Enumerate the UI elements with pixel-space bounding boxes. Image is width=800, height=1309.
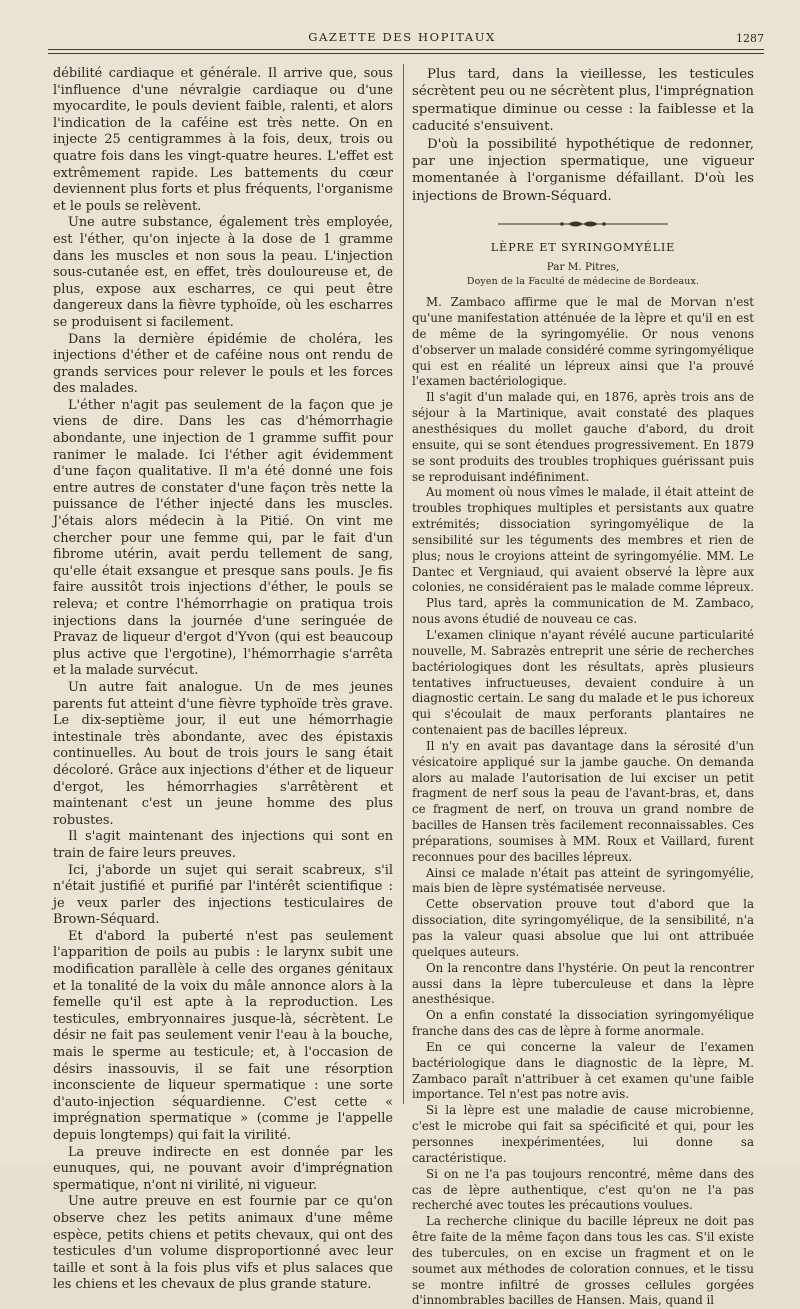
section-divider-ornament	[498, 219, 668, 229]
paragraph: Plus tard, après la communication de M. Zambaco, nous avons étudié de nouveau ce cas.	[412, 596, 754, 627]
page-number: 1287	[736, 32, 764, 45]
paragraph: Un autre fait analogue. Un de mes jeunes parents fut atteint d'une fièvre typhoïde très grave. Le dix-septième jour, il eut une hémorrhagie intestinale très abondante, avec des épistaxis continuelles. Au bout de trois jours le sang était décoloré. Grâce aux injections d'éther et de liqueur d'ergot, les hémorrhagies s'arrêtèrent et maintenant c'est un jeune homme des plus robustes.	[53, 679, 393, 828]
paragraph: Si la lèpre est une maladie de cause microbienne, c'est le microbe qui fait sa spécificité et qui, pour les personnes inexpérimentées, lui donne sa caractéristique.	[412, 1103, 754, 1165]
paragraph: Dans la dernière épidémie de choléra, les injections d'éther et de caféine nous ont rendu de grands services pour relever le pouls et les forces des malades.	[53, 331, 393, 397]
paragraph: Ici, j'aborde un sujet qui serait scabreux, s'il n'était justifié et purifié par l'intérêt scientifique : je veux parler des injections testiculaires de Brown-Séquard.	[53, 862, 393, 928]
paragraph: L'examen clinique n'ayant révélé aucune particularité nouvelle, M. Sabrazès entreprit une série de recherches bactériologiques dont les résultats, après plusieurs tentatives infructueuses, devaient conduire à un diagnostic certain. Le sang du malade et le pus ichoreux qui s'écoulait de maux perforants plantaires ne contenaient pas de bacilles lépreux.	[412, 627, 754, 738]
paragraph: On la rencontre dans l'hystérie. On peut la rencontrer aussi dans la lèpre tuberculeuse et dans la lèpre anesthésique.	[412, 960, 754, 1007]
header-rule-bottom	[48, 53, 764, 54]
paragraph: On a enfin constaté la dissociation syringomyélique franche dans des cas de lèpre à forme anormale.	[412, 1008, 754, 1039]
left-column	[53, 66, 393, 1294]
article-title: LÈPRE ET SYRINGOMYÉLIE	[490, 241, 676, 255]
paragraph: M. Zambaco affirme que le mal de Morvan n'est qu'une manifestation atténuée de la lèpre et qu'il en est de même de la syringomyélie. Or nous venons d'observer un malade considéré comme syringomyélique qui est en réalité un lépreux ainsi que l'a prouvé l'examen bactériologique.	[412, 295, 754, 389]
paragraph: Une autre preuve en est fournie par ce qu'on observe chez les petits animaux d'une même espèce, petits chiens et petits chevaux, qui ont des testicules d'un volume disproportionné avec leur taille et sont à la fois plus vifs et plus salaces que les chiens et les chevaux de plus grande stature.	[53, 1194, 393, 1293]
paragraph: Et d'abord la puberté n'est pas seulement l'apparition de poils au pubis : le larynx subit une modification parallèle à celle des organes génitaux et la tonalité de la voix du mâle annonce alors à la femelle qu'il est apte à la reproduction. Les testicules, embryonnaires jusque-là, sécrètent. Le désir ne fait pas seulement venir l'eau à la bouche, mais le sperme au testicule; et, à l'occasion de désirs inassouvis, il se fait une résorption inconsciente de liqueur spermatique : une sorte d'auto-injection séquardienne. C'est cette « imprégnation spermatique » (comme je l'appelle depuis longtemps) qui fait la virilité.	[53, 928, 393, 1143]
paragraph: Ainsi ce malade n'était pas atteint de syringomyélie, mais bien de lèpre systématisée nerveuse.	[412, 865, 754, 896]
paragraph: En ce qui concerne la valeur de l'examen bactériologique dans le diagnostic de la lèpre, M. Zambaco paraît n'attribuer à cet examen qu'une faible importance. Tel n'est pas notre avis.	[412, 1039, 754, 1102]
paragraph: Une autre substance, également très employée, est l'éther, qu'on injecte à la dose de 1 gramme dans les muscles et non sous la peau. L'injection sous-cutanée est, en effet, très douloureuse et, de plus, expose aux escharres, ce qui peut être dangereux dans la fièvre typhoïde, où les escharres se produisent si facilement.	[53, 215, 393, 330]
journal-title: GAZETTE DES HOPITAUX	[308, 30, 496, 44]
paragraph: La recherche clinique du bacille lépreux ne doit pas être faite de la même façon dans tous les cas. S'il existe des tubercules, on en excise un fragment et on le soumet aux méthodes de coloration connues, et le tissu se montre infiltré de grosses cellules gorgées d'innombrables bacilles de Hansen. Mais, quand il	[412, 1214, 754, 1308]
paragraph: La preuve indirecte en est donnée par les eunuques, qui, ne pouvant avoir d'imprégnation spermatique, n'ont ni virilité, ni vigueur.	[53, 1144, 393, 1193]
continued-text	[412, 66, 754, 205]
paragraph: Si on ne l'a pas toujours rencontré, même dans des cas de lèpre authentique, c'est qu'on ne l'a pas recherché avec toutes les précautions voulues.	[412, 1166, 754, 1213]
article-body	[412, 295, 754, 1309]
paragraph: D'où la possibilité hypothétique de redonner, par une injection spermatique, une vigueur momentanée à l'organisme défaillant. D'où les injections de Brown-Séquard.	[412, 136, 754, 204]
article-byline: Par M. Pitres,	[546, 261, 620, 274]
paragraph: L'éther n'agit pas seulement de la façon que je viens de dire. Dans les cas d'hémorrhagie abondante, une injection de 1 gramme suffit pour ranimer le malade. Ici l'éther agit évidemment d'une façon qualitative. Il m'a été donné une fois entre autres de constater d'une façon très nette la puissance de l'éther injecté dans les muscles. J'étais alors médecin à la Pitié. On vint me chercher pour une femme qui, par le fait d'un fibrome utérin, avait perdu tellement de sang, qu'elle était exsangue et presque sans pouls. Je fis faire aussitôt trois injections d'éther, le pouls se releva; et contre l'hémorrhagie on pratiqua trois injections dans la journée d'une seringuée de Pravaz de liqueur d'ergot d'Yvon (qui est beaucoup plus active que l'ergotine), l'hémorrhagie s'arrêta et la malade survécut.	[53, 397, 393, 679]
paragraph: Il s'agit d'un malade qui, en 1876, après trois ans de séjour à la Martinique, avait constaté des plaques anesthésiques du mollet gauche d'abord, du droit ensuite, qui se sont étendues progressivement. En 1879 se sont produits des troubles trophiques guérissant puis se reproduisant indéfiniment.	[412, 390, 754, 484]
column-separator	[403, 64, 404, 1104]
paragraph: Il s'agit maintenant des injections qui sont en train de faire leurs preuves.	[53, 829, 393, 861]
paragraph: Au moment où nous vîmes le malade, il était atteint de troubles trophiques multiples et persistants aux quatre extrémités; dissociation syringomyélique de la sensibilité sur les téguments des membres et rien de plus; nous le croyions atteint de syringomyélie. MM. Le Dantec et Vergniaud, qui avaient observé la lèpre aux colonies, ne considéraient pas le malade comme lépreux.	[412, 485, 754, 595]
right-column	[412, 66, 754, 1309]
paragraph: débilité cardiaque et générale. Il arrive que, sous l'influence d'une névralgie cardiaque ou d'une myocardite, le pouls devient faible, ralenti, et alors l'indication de la caféine est très nette. On en injecte 25 centigrammes à la fois, deux, trois ou quatre fois dans les vingt-quatre heures. L'effet est extrêmement rapide. Les battements du cœur deviennent plus forts et plus fréquents, l'organisme et le pouls se relèvent.	[53, 66, 393, 214]
author-affiliation: Doyen de la Faculté de médecine de Bordeaux.	[466, 276, 700, 288]
paragraph: Plus tard, dans la vieillesse, les testicules sécrètent peu ou ne sécrètent plus, l'imprégnation spermatique diminue ou cesse : la faiblesse et la caducité s'ensuivent.	[412, 67, 754, 135]
paragraph: Cette observation prouve tout d'abord que la dissociation, dite syringomyélique, de la sensibilité, n'a pas la valeur quasi absolue que lui ont attribuée quelques auteurs.	[412, 897, 754, 959]
paragraph: Il n'y en avait pas davantage dans la sérosité d'un vésicatoire appliqué sur la jambe gauche. On demanda alors au malade l'autorisation de lui exciser un petit fragment de nerf sous la peau de l'avant-bras, et, dans ce fragment de nerf, on trouva un grand nombre de bacilles de Hansen très facilement reconnaissables. Ces préparations, soumises à MM. Roux et Vaillard, furent reconnues pour des bacilles lépreux.	[412, 738, 754, 864]
header-rule-top	[48, 49, 764, 50]
